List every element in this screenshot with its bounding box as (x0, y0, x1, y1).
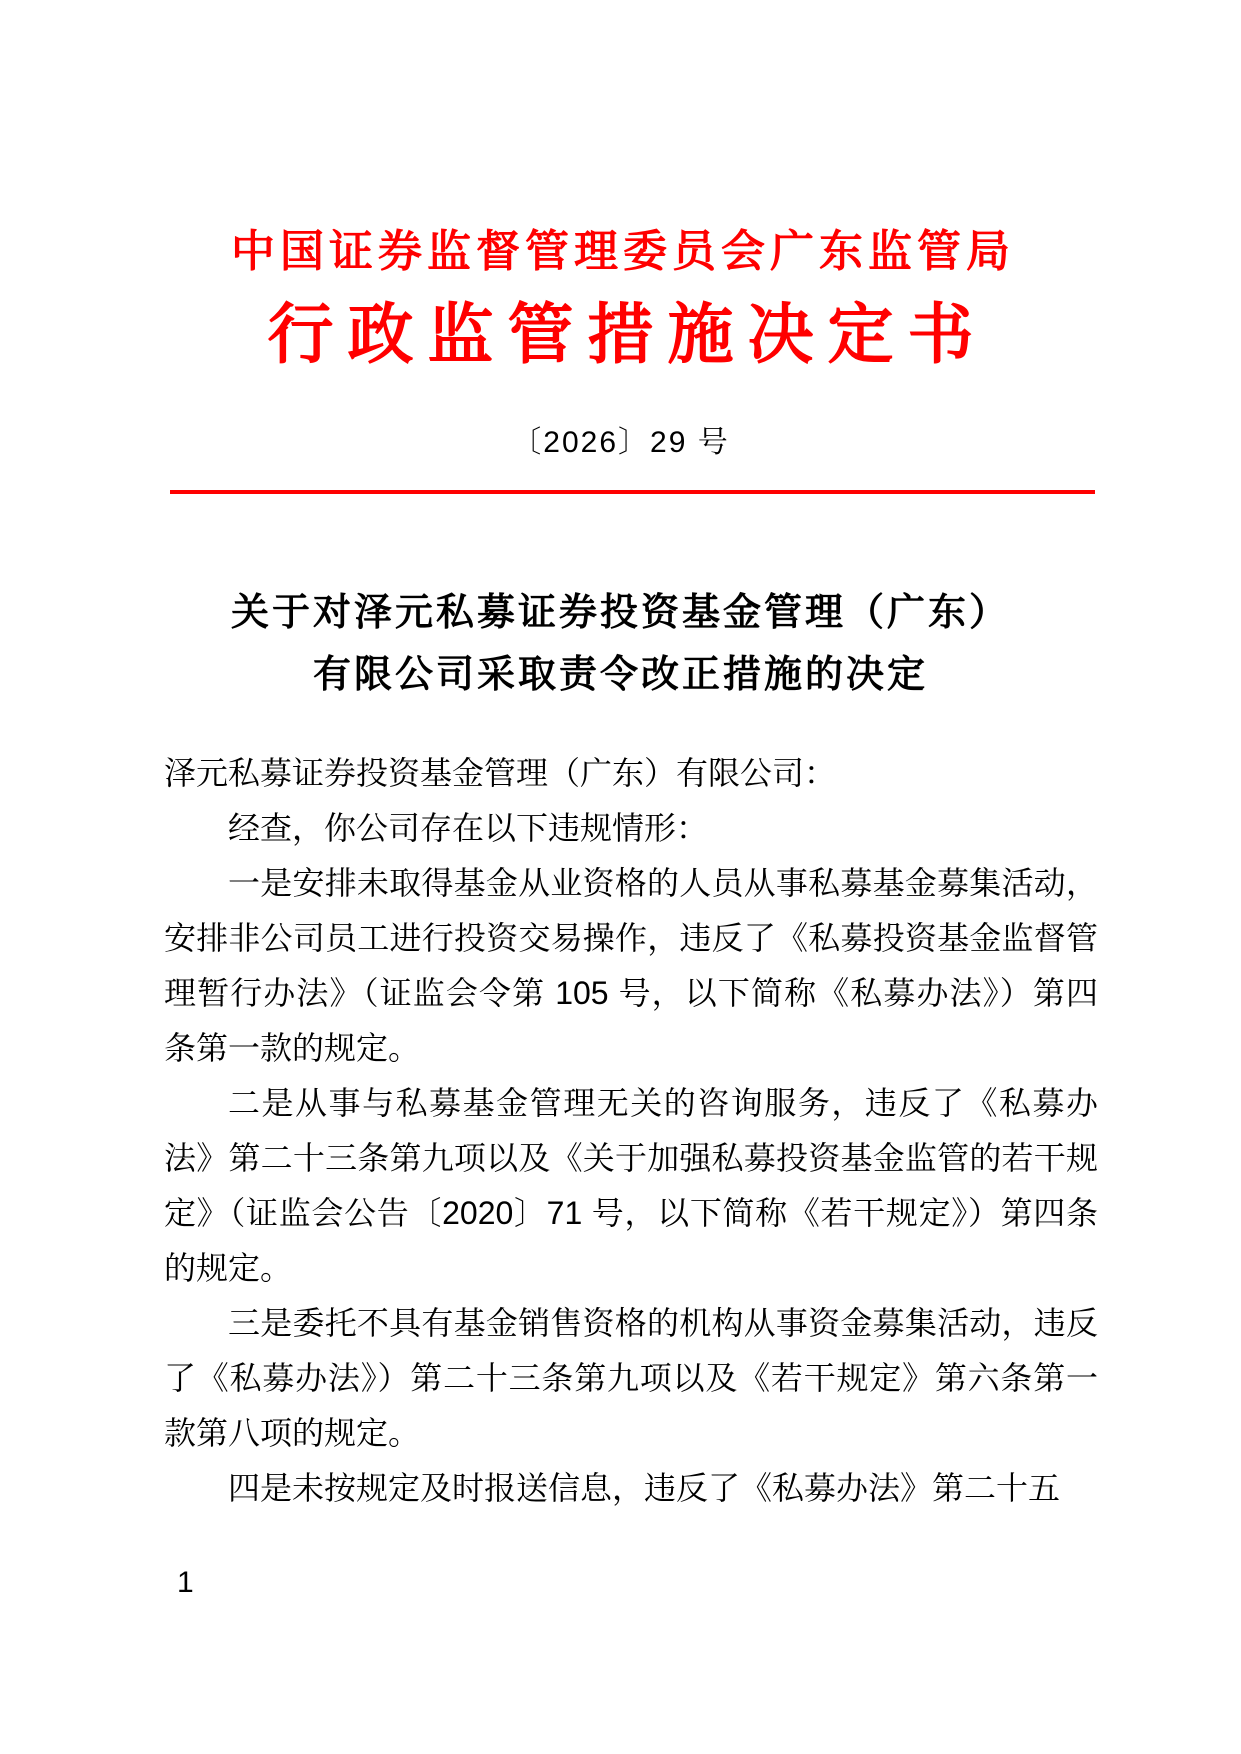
salutation-line: 泽元私募证券投资基金管理（广东）有限公司： (164, 755, 837, 791)
decision-title-line-2: 有限公司采取责令改正措施的决定 (312, 654, 928, 696)
body-paragraph-violation-4: 四是未按规定及时报送信息，违反了《私募办法》第二十五 (228, 1470, 1061, 1506)
body-paragraph-violation-2: 二是从事与私募基金管理无关的咨询服务，违反了《私募办法》第二十三条第九项以及《关于加强私募投资基金监管的若干规定》（证监会公告〔2020〕71 号，以下简称《若干规定》）第四条的规定。 (164, 1085, 1098, 1286)
letterhead (0, 0, 1241, 494)
issuing-agency-title: 中国证券监督管理委员会广东监管局 (231, 227, 1015, 276)
document-type-title: 行政监管措施决定书 (267, 297, 988, 371)
body-paragraph-intro: 经查，你公司存在以下违规情形： (228, 810, 709, 846)
page-number: 1 (177, 1566, 194, 1599)
letterhead-rule (170, 490, 1095, 494)
document-number: 〔2026〕29 号 (511, 426, 730, 459)
decision-title-line-1: 关于对泽元私募证券投资基金管理（广东） (230, 592, 1010, 634)
body-paragraph-violation-3: 三是委托不具有基金销售资格的机构从事资金募集活动，违反了《私募办法》）第二十三条第九项以及《若干规定》第六条第一款第八项的规定。 (164, 1305, 1098, 1451)
body-paragraph-violation-1: 一是安排未取得基金从业资格的人员从事私募基金募集活动，安排非公司员工进行投资交易操作，违反了《私募投资基金监督管理暂行办法》（证监会令第 105 号，以下简称《私募办法》）第四条第一款的规定。 (164, 865, 1098, 1066)
body-text (164, 746, 1098, 1516)
decision-title (0, 582, 1241, 706)
